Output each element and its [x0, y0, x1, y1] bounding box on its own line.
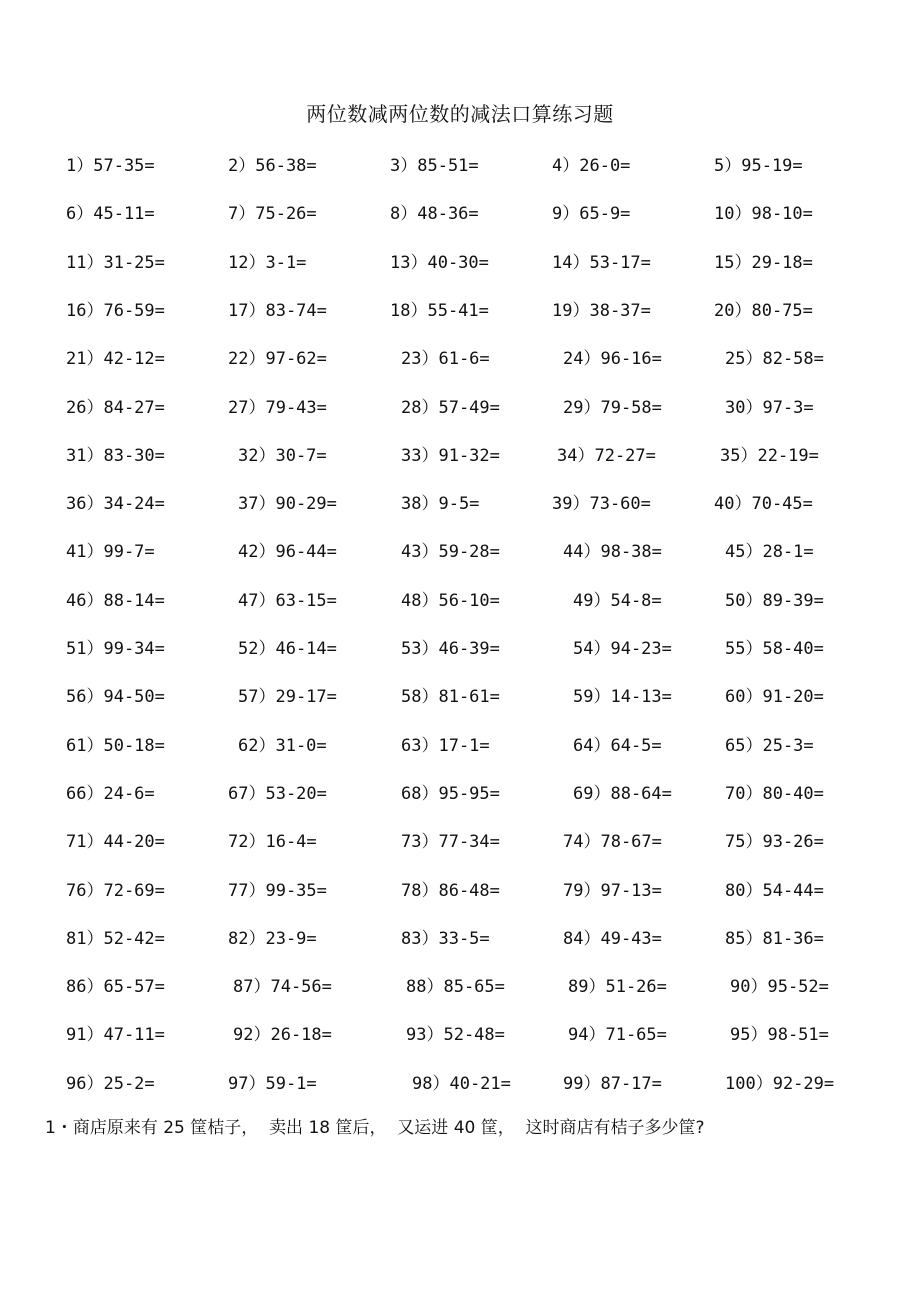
exercise-item: 65）25-3=: [725, 735, 814, 756]
exercise-item: 84）49-43=: [563, 928, 662, 949]
exercise-item: 82）23-9=: [228, 928, 317, 949]
exercise-item: 3）85-51=: [390, 156, 479, 176]
exercise-item: 49）54-8=: [573, 590, 662, 611]
exercise-item: 48）56-10=: [401, 590, 500, 611]
exercise-item: 100）92-29=: [725, 1073, 835, 1094]
exercise-item: 10）98-10=: [714, 204, 813, 225]
exercise-item: 59）14-13=: [573, 687, 672, 708]
exercise-row: [0, 1069, 920, 1099]
exercise-row: [0, 1020, 920, 1050]
exercise-row: [0, 682, 920, 712]
exercise-item: 8）48-36=: [390, 204, 479, 225]
exercise-item: 92）26-18=: [233, 1025, 332, 1046]
exercise-row: [0, 344, 920, 374]
exercise-item: 16）76-59=: [66, 300, 165, 321]
exercise-item: 90）95-52=: [730, 977, 829, 998]
exercise-item: 45）28-1=: [725, 542, 814, 563]
exercise-item: 43）59-28=: [401, 542, 500, 563]
exercise-item: 39）73-60=: [552, 494, 651, 515]
exercise-item: 62）31-0=: [238, 735, 327, 756]
exercise-item: 58）81-61=: [401, 687, 500, 708]
exercise-item: 71）44-20=: [66, 832, 165, 853]
exercise-item: 17）83-74=: [228, 300, 327, 321]
exercise-item: 73）77-34=: [401, 832, 500, 853]
exercise-item: 22）97-62=: [228, 349, 327, 370]
exercise-item: 27）79-43=: [228, 397, 327, 418]
exercise-item: 99）87-17=: [563, 1073, 662, 1094]
exercise-item: 15）29-18=: [714, 252, 813, 273]
exercise-item: 28）57-49=: [401, 397, 500, 418]
exercise-item: 25）82-58=: [725, 349, 824, 370]
exercise-item: 4）26-0=: [552, 156, 631, 176]
exercise-item: 78）86-48=: [401, 880, 500, 901]
exercise-item: 40）70-45=: [714, 494, 813, 515]
exercise-item: 61）50-18=: [66, 735, 165, 756]
exercise-item: 47）63-15=: [238, 590, 337, 611]
exercise-item: 80）54-44=: [725, 880, 824, 901]
exercise-item: 57）29-17=: [238, 687, 337, 708]
exercise-item: 26）84-27=: [66, 397, 165, 418]
word-problem: 1・商店原来有 25 筐桔子， 卖出 18 筐后， 又运进 40 筐， 这时商店有桔子多少筐?: [45, 1118, 705, 1138]
exercise-item: 52）46-14=: [238, 639, 337, 659]
exercise-item: 19）38-37=: [552, 300, 651, 321]
exercise-item: 38）9-5=: [401, 494, 480, 515]
exercise-item: 63）17-1=: [401, 735, 490, 756]
exercise-item: 70）80-40=: [725, 783, 824, 804]
exercise-row: [0, 537, 920, 567]
exercise-item: 29）79-58=: [563, 397, 662, 418]
exercise-item: 46）88-14=: [66, 590, 165, 611]
exercise-item: 51）99-34=: [66, 639, 165, 659]
exercise-row: [0, 151, 920, 181]
exercise-item: 66）24-6=: [66, 783, 155, 804]
exercise-item: 89）51-26=: [568, 977, 667, 998]
exercise-item: 69）88-64=: [573, 783, 672, 804]
exercise-item: 77）99-35=: [228, 880, 327, 901]
exercise-row: [0, 441, 920, 471]
exercise-item: 32）30-7=: [238, 445, 327, 466]
exercise-item: 18）55-41=: [390, 300, 489, 321]
exercise-item: 72）16-4=: [228, 832, 317, 853]
exercise-item: 12）3-1=: [228, 252, 307, 273]
exercise-item: 81）52-42=: [66, 928, 165, 949]
exercise-item: 1）57-35=: [66, 156, 155, 176]
exercise-item: 91）47-11=: [66, 1025, 165, 1046]
exercise-item: 30）97-3=: [725, 397, 814, 418]
exercise-item: 96）25-2=: [66, 1073, 155, 1094]
exercise-item: 97）59-1=: [228, 1073, 317, 1094]
exercise-item: 83）33-5=: [401, 928, 490, 949]
exercise-item: 2）56-38=: [228, 156, 317, 176]
exercise-item: 31）83-30=: [66, 445, 165, 466]
exercise-item: 42）96-44=: [238, 542, 337, 563]
exercise-row: [0, 972, 920, 1002]
exercise-item: 95）98-51=: [730, 1025, 829, 1046]
exercise-row: [0, 586, 920, 616]
exercise-item: 87）74-56=: [233, 977, 332, 998]
exercise-item: 98）40-21=: [412, 1073, 511, 1094]
exercise-item: 6）45-11=: [66, 204, 155, 225]
exercise-item: 55）58-40=: [725, 639, 824, 659]
exercise-row: [0, 634, 920, 664]
exercise-item: 53）46-39=: [401, 639, 500, 659]
exercise-item: 23）61-6=: [401, 349, 490, 370]
exercise-item: 75）93-26=: [725, 832, 824, 853]
exercise-item: 21）42-12=: [66, 349, 165, 370]
exercise-row: [0, 393, 920, 423]
exercise-item: 35）22-19=: [720, 445, 819, 466]
exercise-row: [0, 248, 920, 278]
exercise-item: 37）90-29=: [238, 494, 337, 515]
exercise-item: 24）96-16=: [563, 349, 662, 370]
exercise-item: 79）97-13=: [563, 880, 662, 901]
exercise-row: [0, 876, 920, 906]
exercise-item: 93）52-48=: [406, 1025, 505, 1046]
exercise-item: 64）64-5=: [573, 735, 662, 756]
exercise-item: 68）95-95=: [401, 783, 500, 804]
exercise-item: 20）80-75=: [714, 300, 813, 321]
exercise-item: 44）98-38=: [563, 542, 662, 563]
exercise-item: 76）72-69=: [66, 880, 165, 901]
exercise-item: 50）89-39=: [725, 590, 824, 611]
exercise-item: 85）81-36=: [725, 928, 824, 949]
exercise-item: 56）94-50=: [66, 687, 165, 708]
exercise-row: [0, 489, 920, 519]
exercise-row: [0, 924, 920, 954]
exercise-item: 41）99-7=: [66, 542, 155, 563]
exercise-item: 11）31-25=: [66, 252, 165, 273]
exercise-row: [0, 779, 920, 809]
exercise-row: [0, 731, 920, 761]
page-title: 两位数减两位数的减法口算练习题: [306, 102, 614, 126]
exercise-item: 5）95-19=: [714, 156, 803, 176]
exercise-item: 14）53-17=: [552, 252, 651, 273]
exercise-item: 88）85-65=: [406, 977, 505, 998]
exercise-row: [0, 827, 920, 857]
exercise-item: 13）40-30=: [390, 252, 489, 273]
exercise-item: 54）94-23=: [573, 639, 672, 659]
exercise-item: 9）65-9=: [552, 204, 631, 225]
exercise-item: 33）91-32=: [401, 445, 500, 466]
exercise-row: [0, 199, 920, 229]
exercise-item: 7）75-26=: [228, 204, 317, 225]
exercise-item: 74）78-67=: [563, 832, 662, 853]
exercise-row: [0, 296, 920, 326]
exercise-item: 94）71-65=: [568, 1025, 667, 1046]
exercise-item: 34）72-27=: [557, 445, 656, 466]
exercise-item: 60）91-20=: [725, 687, 824, 708]
exercise-item: 86）65-57=: [66, 977, 165, 998]
exercise-item: 36）34-24=: [66, 494, 165, 515]
exercise-item: 67）53-20=: [228, 783, 327, 804]
